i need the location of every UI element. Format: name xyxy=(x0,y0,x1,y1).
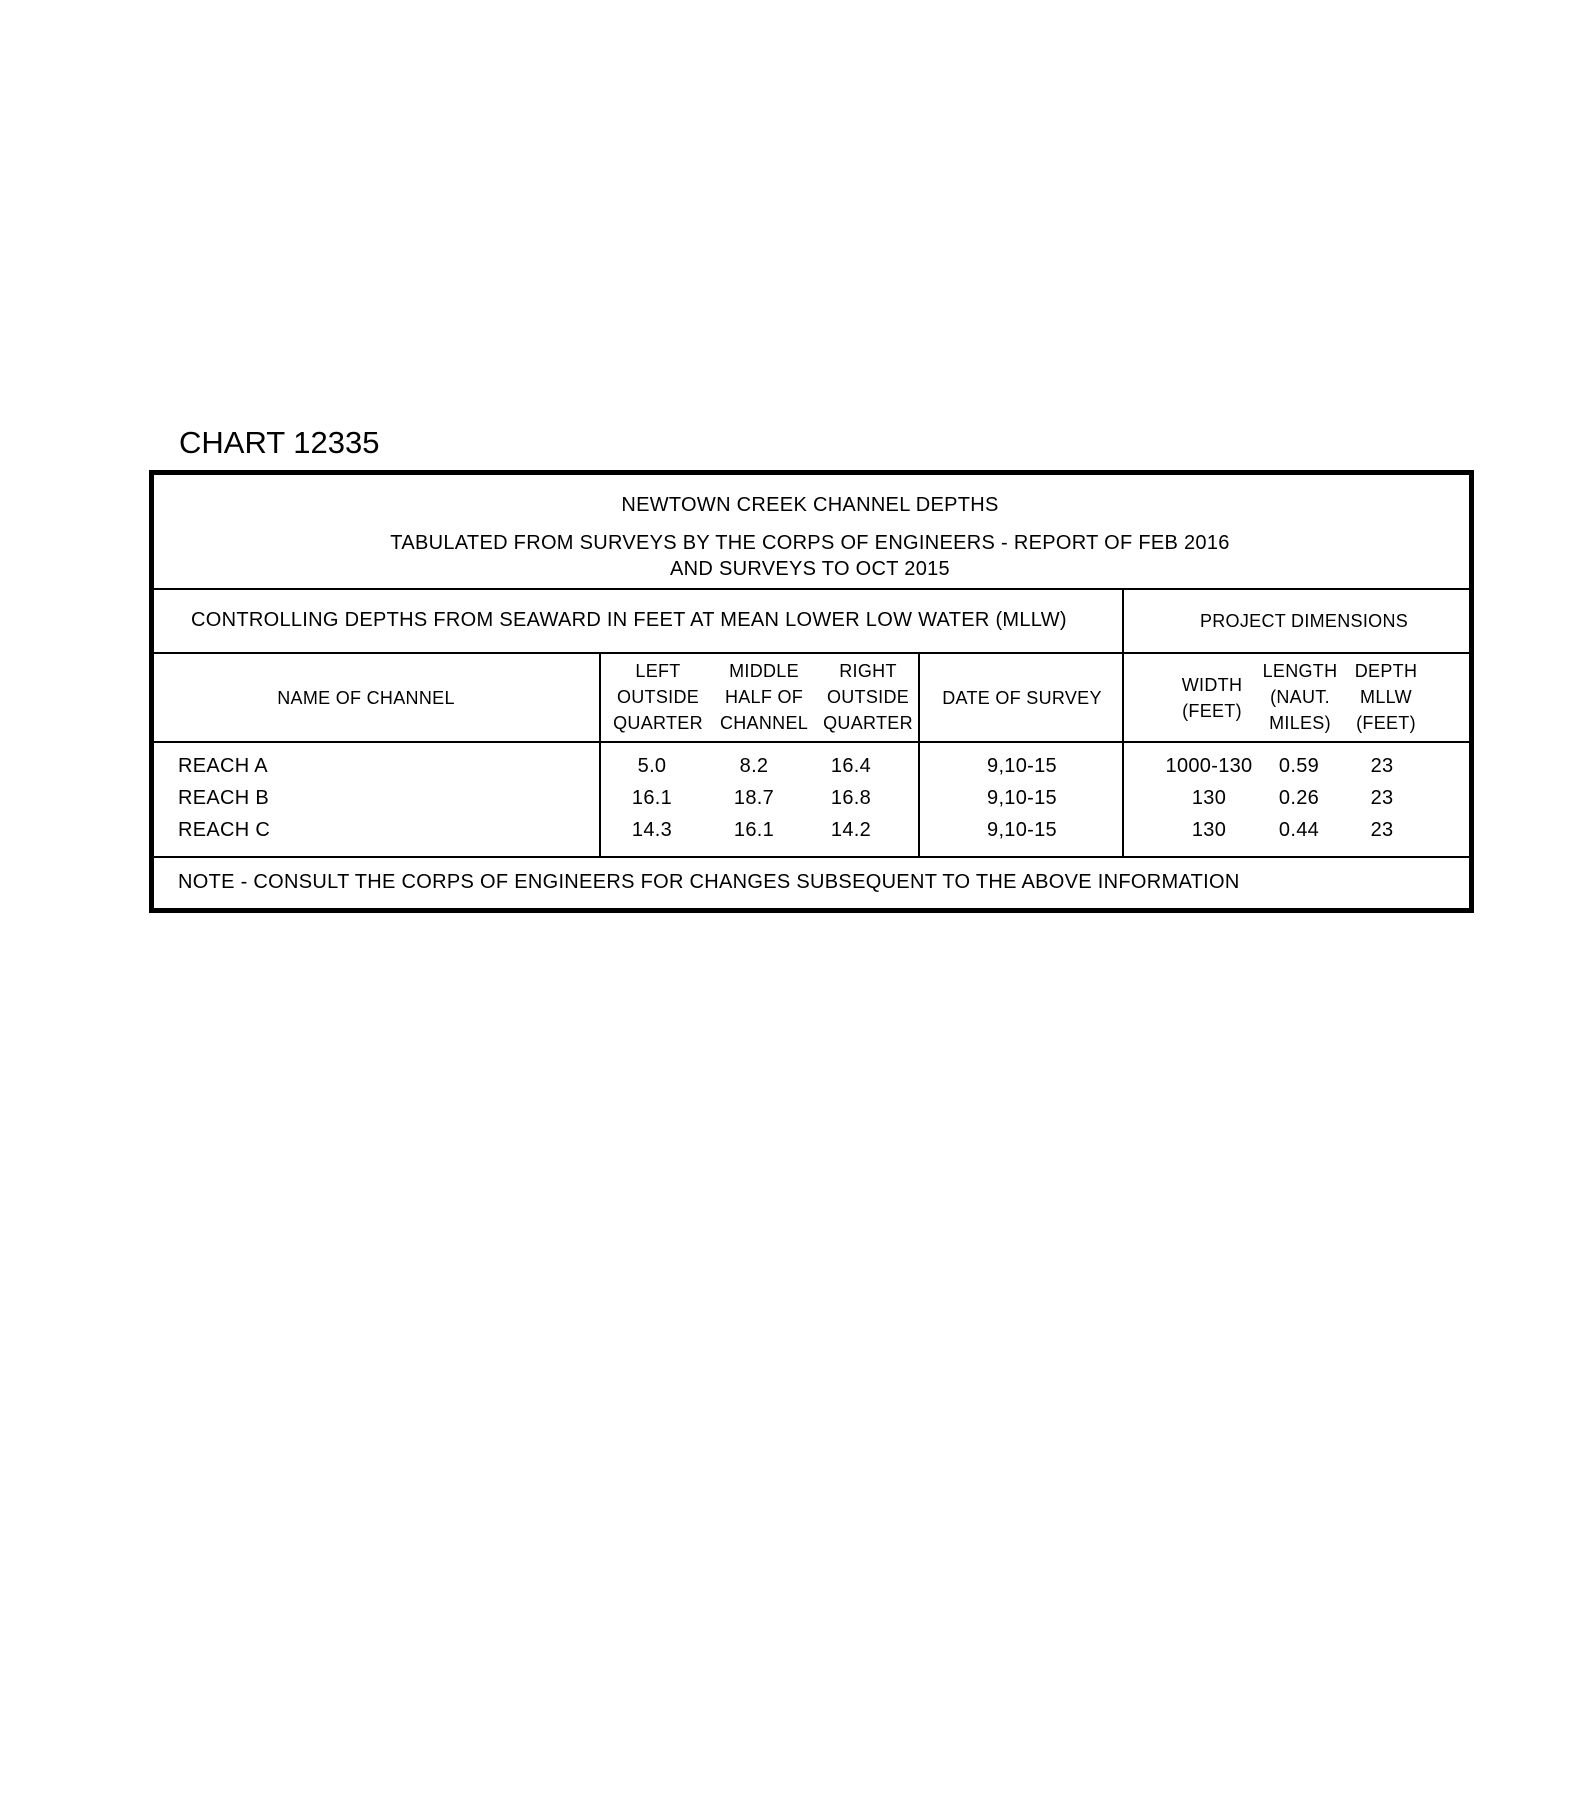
table-cell-right: 16.8 xyxy=(830,787,872,809)
table-cell-length: 0.44 xyxy=(1278,819,1320,841)
table-cell-length: 0.26 xyxy=(1278,787,1320,809)
table-row-name: REACH B xyxy=(178,787,270,809)
divider-name-column xyxy=(599,653,601,856)
table-cell-left: 14.3 xyxy=(631,819,673,841)
table-cell-width: 130 xyxy=(1191,787,1227,809)
table-cell-depth: 23 xyxy=(1370,755,1394,777)
table-cell-left: 5.0 xyxy=(637,755,667,777)
table-cell-middle: 18.7 xyxy=(733,787,775,809)
controlling-depths-header: CONTROLLING DEPTHS FROM SEAWARD IN FEET AT MEAN LOWER LOW WATER (MLLW) xyxy=(191,609,1067,631)
rule-above-note xyxy=(152,856,1471,858)
project-dimensions-header: PROJECT DIMENSIONS xyxy=(1199,611,1409,631)
table-cell-depth: 23 xyxy=(1370,787,1394,809)
rule-below-title xyxy=(152,588,1471,590)
table-cell-left: 16.1 xyxy=(631,787,673,809)
table-cell-middle: 16.1 xyxy=(733,819,775,841)
table-cell-depth: 23 xyxy=(1370,819,1394,841)
column-header-date: DATE OF SURVEY xyxy=(942,688,1102,708)
table-cell-middle: 8.2 xyxy=(739,755,769,777)
column-header-left-quarter: LEFT OUTSIDE QUARTER xyxy=(613,661,703,733)
table-title: NEWTOWN CREEK CHANNEL DEPTHS xyxy=(621,494,999,516)
table-cell-width: 1000-130 xyxy=(1165,755,1253,777)
chart-number-label: CHART 12335 xyxy=(179,425,380,460)
column-header-depth: DEPTH MLLW (FEET) xyxy=(1354,661,1418,733)
table-subtitle-line-1: TABULATED FROM SURVEYS BY THE CORPS OF ENGINEERS - REPORT OF FEB 2016 xyxy=(390,532,1230,554)
table-cell-date: 9,10-15 xyxy=(987,787,1057,809)
column-header-right-quarter: RIGHT OUTSIDE QUARTER xyxy=(823,661,913,733)
table-row-name: REACH A xyxy=(178,755,268,777)
column-header-middle-half: MIDDLE HALF OF CHANNEL xyxy=(719,661,809,733)
column-header-name: NAME OF CHANNEL xyxy=(277,688,455,708)
table-cell-date: 9,10-15 xyxy=(987,819,1057,841)
divider-date-column xyxy=(918,653,920,856)
table-subtitle-line-2: AND SURVEYS TO OCT 2015 xyxy=(670,558,950,580)
table-row-name: REACH C xyxy=(178,819,271,841)
table-cell-length: 0.59 xyxy=(1278,755,1320,777)
table-cell-right: 16.4 xyxy=(830,755,872,777)
column-header-length: LENGTH (NAUT. MILES) xyxy=(1262,661,1338,733)
column-header-width: WIDTH (FEET) xyxy=(1181,675,1243,721)
rule-below-column-header xyxy=(152,741,1471,743)
table-cell-right: 14.2 xyxy=(830,819,872,841)
rule-below-section-header xyxy=(152,652,1471,654)
table-cell-width: 130 xyxy=(1191,819,1227,841)
table-cell-date: 9,10-15 xyxy=(987,755,1057,777)
divider-project-dimensions xyxy=(1122,589,1124,856)
table-note: NOTE - CONSULT THE CORPS OF ENGINEERS FOR CHANGES SUBSEQUENT TO THE ABOVE INFORMATION xyxy=(178,871,1240,893)
